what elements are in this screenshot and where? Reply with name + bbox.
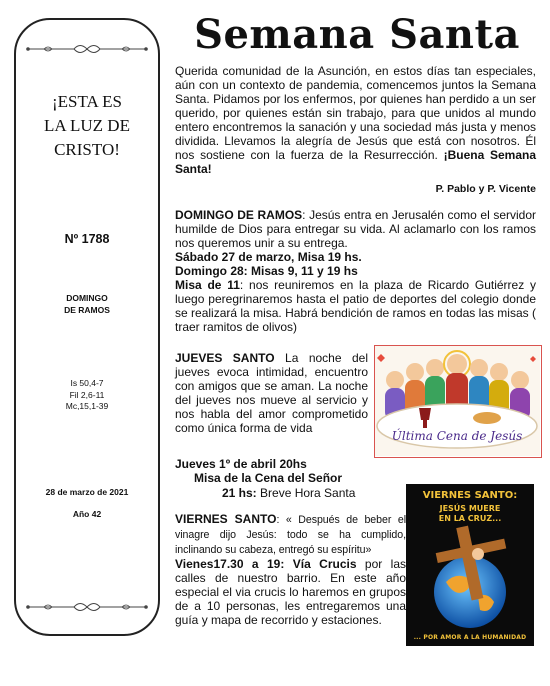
last-supper-illustration-icon <box>375 346 540 456</box>
issue-number: Nº 1788 <box>64 232 110 246</box>
last-supper-image <box>374 345 542 458</box>
sidebar-panel <box>14 18 160 636</box>
issue-date: 28 de marzo de 2021 <box>45 487 129 497</box>
poster-subtitle: JESÚS MUERE EN LA CRUZ... <box>438 504 502 523</box>
viernes-section: VIERNES SANTO: « Después de beber el vinagre dijo Jesús: todo se ha cumplido, inclinando su cabeza, entregó su espíritu» Vienes17.30 a 19: Vía Crucis por las calles de nuestro barrio. En este año especial el via crucis lo haremos en grupos de a 10 personas, les entregaremos una guía y mapa de recorrido y estaciones. <box>175 512 406 627</box>
poster-title: VIERNES SANTO: <box>422 490 518 501</box>
ornament-divider-icon <box>24 600 150 614</box>
liturgical-day: DOMINGO DE RAMOS <box>64 293 110 315</box>
domingo-section: DOMINGO DE RAMOS: Jesús entra en Jerusalén como el servidor humilde de Dios para entregar su vida. Al aclamarlo con los ramos nos queremos unir a su entrega. Sábado 27 de marzo, Misa 19 hs. Domingo 28: Misas 9, 11 y 19 hs Misa de 11: nos reuniremos en la plaza de Ricardo Gutiérrez y luego peregrinaremos hasta el patio de deportes del colegio donde se realizará la misa. Habrá bendición de ramos en todas las misas ( traer ramitos de olivos) <box>175 208 536 334</box>
readings-list: Is 50,4-7 Fil 2,6-11 Mc,15,1-39 <box>65 378 109 411</box>
signature: P. Pablo y P. Vicente <box>435 183 536 195</box>
jueves-date: Jueves 1º de abril 20hs <box>175 457 307 471</box>
cross-globe-icon <box>406 524 534 630</box>
poster-footer: ... POR AMOR A LA HUMANIDAD <box>413 634 527 641</box>
sidebar-motto: ¡ESTA ES LA LUZ DE CRISTO! <box>44 92 130 159</box>
intro-paragraph: Querida comunidad de la Asunción, en estos días tan especiales, aún con un contexto de pandemia, comencemos juntos la Semana Santa. Pidamos por los enfermos, por quienes han perdido a un ser querido, por quienes están sin trabajo, para que unidos al mundo entero encontremos la sanación y una sociedad más justa y menos dividida. Llevamos la alegría de Jesús que está con nosotros. Él nos sostiene con la fuerza de la Resurrección. ¡Buena Semana Santa! <box>175 64 537 176</box>
page-title: Semana Santa <box>194 11 520 58</box>
jueves-section: JUEVES SANTO La noche del jueves evoca intimidad, encuentro con amigos que se aman. La noche del jueves nos mueve al servicio y nos habla del amor comprometido como única forma de vida <box>175 351 368 435</box>
ornament-divider-icon <box>24 42 150 56</box>
viernes-santo-poster <box>406 484 534 646</box>
jueves-misa: Misa de la Cena del Señor <box>194 471 343 485</box>
jueves-hora: 21 hs: Breve Hora Santa <box>222 486 356 500</box>
last-supper-caption: Última Cena de Jesús <box>391 429 523 443</box>
issue-year: Año 42 <box>72 509 102 519</box>
